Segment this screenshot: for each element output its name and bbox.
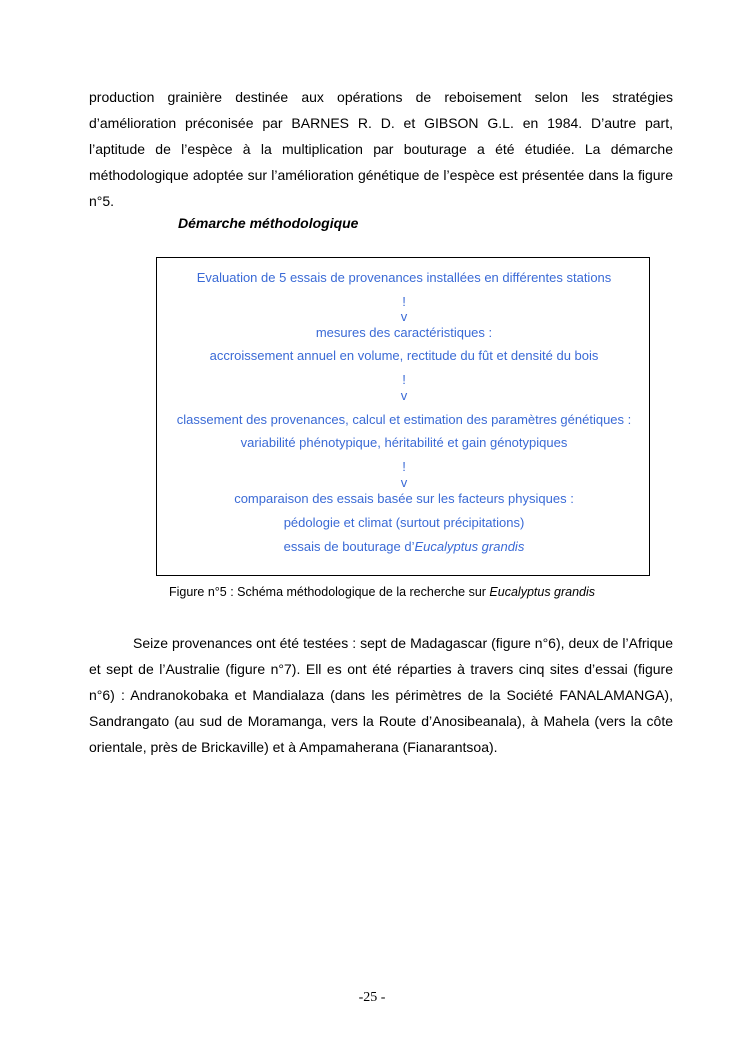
diagram-step-classification-detail: variabilité phénotypique, héritabilité et gain génotypiques (240, 435, 568, 450)
diagram-step-measures: mesures des caractéristiques : (315, 325, 493, 340)
diagram-arrow-bar-1: ! (402, 294, 406, 309)
diagram-arrow-head-1: v (400, 309, 408, 324)
page-number: -25 - (358, 990, 386, 1005)
diagram-cuttings-prefix: essais de bouturage d’ (283, 539, 415, 554)
diagram-step-classification: classement des provenances, calcul et estimation des paramètres génétiques : (176, 412, 632, 427)
body-paragraph-text: Seize provenances ont été testées : sept de Madagascar (figure n°6), deux de l’Afrique et sept de l’Australie (figure n°7). Ell es ont été réparties à travers cinq sites d’essai (figure n°6) : Andranokobaka et Mandialaza (dans les périmètres de la Société FANALAMANGA), Sandrangato (au sud de Moramanga, vers la Route d’Anosibeanala), à Mahela (vers la côte orientale, près de Brickaville) et à Ampamaherana (Fianarantsoa). (89, 635, 673, 755)
diagram-step-evaluation: Evaluation de 5 essais de provenances installées en différentes stations (196, 270, 612, 285)
diagram-step-comparison: comparaison des essais basée sur les facteurs physiques : (234, 491, 574, 506)
diagram-arrow-bar-3: ! (402, 459, 406, 474)
caption-species: Eucalyptus grandis (489, 585, 596, 599)
body-paragraph (89, 630, 673, 760)
diagram-cuttings-species: Eucalyptus grandis (414, 539, 525, 554)
section-heading: Démarche méthodologique (178, 215, 359, 231)
methodology-diagram (156, 257, 650, 576)
diagram-step-cuttings (157, 539, 651, 555)
diagram-arrow-bar-2: ! (402, 372, 406, 387)
diagram-arrow-head-3: v (400, 475, 408, 490)
diagram-step-comparison-detail: pédologie et climat (surtout précipitations) (283, 515, 525, 530)
diagram-step-measures-detail: accroissement annuel en volume, rectitude du fût et densité du bois (209, 348, 599, 363)
diagram-arrow-head-2: v (400, 388, 408, 403)
figure-caption (0, 585, 744, 599)
intro-paragraph: production grainière destinée aux opérations de reboisement selon les stratégies d’amélioration préconisée par BARNES R. D. et GIBSON G.L. en 1984. D’autre part, l’aptitude de l’espèce à la multiplication par bouturage a été étudiée. La démarche méthodologique adoptée sur l’amélioration génétique de l’espèce est présentée dans la figure n°5. (89, 89, 673, 209)
caption-prefix: Figure n°5 : Schéma méthodologique de la recherche sur (168, 585, 490, 599)
